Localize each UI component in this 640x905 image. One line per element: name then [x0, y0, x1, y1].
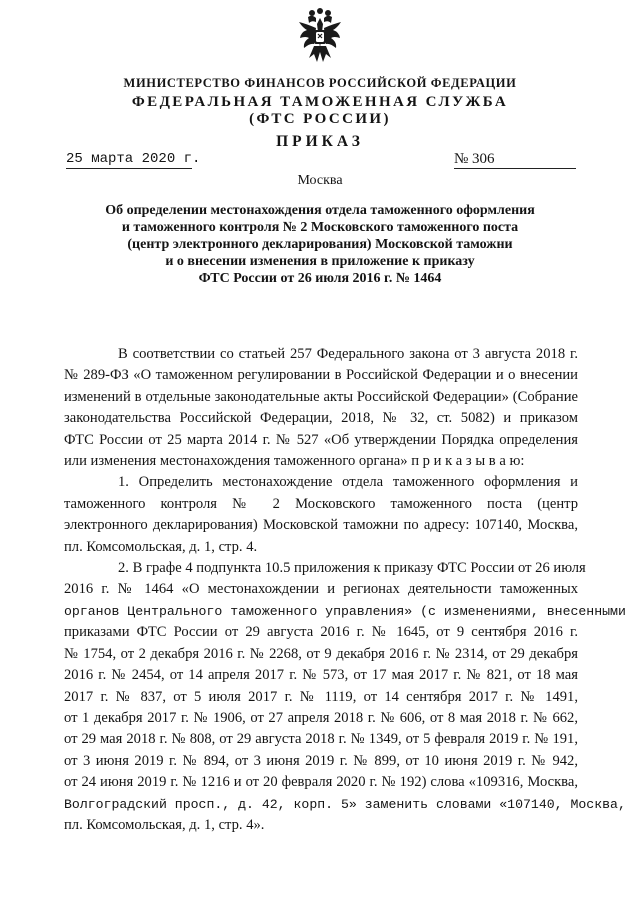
clause-2-paragraph [64, 558, 626, 836]
text-line: Волгоградский просп., д. 42, корп. 5» заменить словами «107140, Москва, [64, 796, 626, 812]
text-line: от 29 мая 2018 г. № 808, от 29 августа 2018 г. № 1349, от 5 февраля 2019 г. № 191, [64, 731, 578, 748]
text-line: 2017 г. № 837, от 5 июля 2017 г. № 1119, от 14 сентября 2017 г. № 1491, [64, 688, 578, 705]
text-line: 1. Определить местонахождение отдела таможенного оформления и [118, 474, 578, 491]
text-line: органов Центрального таможенного управления» (с изменениями, внесенными [64, 603, 626, 619]
order-body [64, 344, 626, 836]
service-abbreviation: (ФТС РОССИИ) [249, 111, 391, 127]
preamble-paragraph [64, 344, 578, 472]
number-underline [454, 168, 576, 169]
document-type: ПРИКАЗ [276, 133, 364, 150]
ministry-name: МИНИСТЕРСТВО ФИНАНСОВ РОССИЙСКОЙ ФЕДЕРАЦИИ [123, 76, 517, 90]
text-line: № 289-ФЗ «О таможенном регулировании в Российской Федерации и о внесении [64, 367, 578, 384]
text-line: ФТС России от 25 марта 2014 г. № 527 «Об утверждении Порядка определения [64, 431, 578, 448]
subject-line: (центр электронного декларирования) Московской таможни [127, 237, 513, 252]
clause-1-paragraph [64, 472, 578, 558]
service-name [0, 94, 640, 128]
subject-line: и таможенного контроля № 2 Московского таможенного поста [121, 220, 519, 235]
text-line: от 3 июня 2019 г. № 894, от 3 июня 2019 г. № 899, от 10 июня 2019 г. № 942, [64, 752, 578, 769]
text-line: 2016 г. № 1464 «О местонахождении и регионах деятельности таможенных [64, 581, 578, 598]
city: Москва [297, 173, 343, 188]
order-date: 25 марта 2020 г. [66, 151, 201, 167]
subject-line: ФТС России от 26 июля 2016 г. № 1464 [198, 271, 442, 286]
text-line: изменений в отдельные законодательные акты Российской Федерации» (Собрание [64, 388, 578, 405]
text-line: или изменения местонахождения таможенного органа» п р и к а з ы в а ю: [64, 453, 525, 470]
order-number: № 306 [454, 151, 495, 167]
text-line: электронного декларирования) Московской таможни по адресу: 107140, Москва, [64, 517, 578, 534]
text-line: пл. Комсомольская, д. 1, стр. 4. [64, 538, 258, 555]
order-subject [100, 202, 540, 287]
text-line: от 24 июня 2019 г. № 1216 и от 20 февраля 2020 г. № 192) слова «109316, Москва, [64, 774, 578, 791]
text-line: приказами ФТС России от 29 августа 2016 г. № 1645, от 9 сентября 2016 г. [64, 624, 578, 641]
date-underline [66, 168, 192, 169]
text-line: законодательства Российской Федерации, 2018, № 32, ст. 5082) и приказом [64, 410, 578, 427]
service-name-line: ФЕДЕРАЛЬНАЯ ТАМОЖЕННАЯ СЛУЖБА [131, 94, 509, 110]
text-line: таможенного контроля № 2 Московского таможенного поста (центр [64, 495, 578, 512]
text-line: от 1 декабря 2017 г. № 1906, от 27 апреля 2018 г. № 606, от 8 мая 2018 г. № 662, [64, 709, 578, 726]
coat-of-arms-emblem [297, 8, 343, 66]
text-line: пл. Комсомольская, д. 1, стр. 4». [64, 816, 265, 833]
subject-line: и о внесении изменения в приложение к приказу [165, 254, 475, 269]
text-line: 2. В графе 4 подпункта 10.5 приложения к приказу ФТС России от 26 июля [118, 560, 586, 577]
subject-line: Об определении местонахождения отдела таможенного оформления [105, 203, 535, 218]
text-line: № 1754, от 2 декабря 2016 г. № 2268, от 9 декабря 2016 г. № 2314, от 29 декабря [64, 645, 578, 662]
text-line: В соответствии со статьей 257 Федерального закона от 3 августа 2018 г. [118, 346, 578, 362]
text-line: 2016 г. № 2454, от 14 апреля 2017 г. № 573, от 17 мая 2017 г. № 821, от 18 мая [64, 667, 578, 684]
